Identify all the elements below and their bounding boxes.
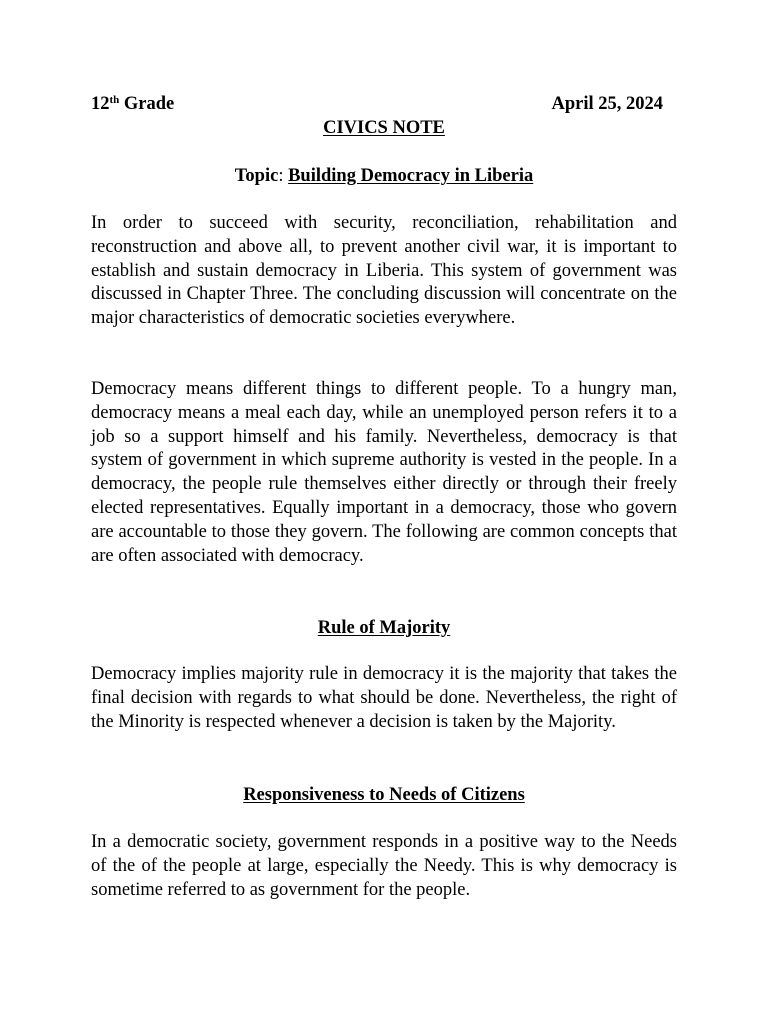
grade-suffix: th: [109, 94, 120, 106]
grade-word: Grade: [119, 94, 175, 114]
topic-separator: :: [278, 166, 289, 186]
heading-rule-of-majority-text: Rule of Majority: [317, 618, 451, 638]
topic-label: Topic: [234, 166, 279, 186]
topic-text: Building Democracy in Liberia: [288, 166, 534, 186]
paragraph-responsiveness: In a democratic society, government responds in a positive way to the Needs of the of the people at large, especially the Needy. This is why democracy is sometime referred to as government for the people.: [91, 832, 677, 900]
paragraph-democracy-meaning: Democracy means different things to different people. To a hungry man, democracy means a meal each day, while an unemployed person refers it to a job so a support himself and his family. Nevertheless, democracy is that system of government in which supreme authority is vested in the people. In a democracy, the people rule themselves either directly or through their freely elected representatives. Equally important in a democracy, those who govern are accountable to those they govern. The following are common concepts that are often associated with democracy.: [91, 379, 677, 566]
document-title: [91, 118, 677, 139]
paragraph-majority-rule: Democracy implies majority rule in democracy it is the majority that takes the final decision with regards to what should be done. Nevertheless, the right of the Minority is respected whenever a decision is taken by the Majority.: [91, 664, 677, 732]
grade-label: [91, 94, 174, 115]
heading-rule-of-majority: [91, 618, 677, 639]
heading-responsiveness: [91, 785, 677, 806]
document-date: April 25, 2024: [551, 94, 663, 114]
grade-number: 12: [91, 94, 110, 114]
document-title-text: CIVICS NOTE: [323, 118, 445, 138]
paragraph-intro: In order to succeed with security, reconciliation, rehabilitation and reconstruction and above all, to prevent another civil war, it is important to establish and sustain democracy in Liberia. This system of government was discussed in Chapter Three. The concluding discussion will concentrate on the major characteristics of democratic societies everywhere.: [91, 213, 677, 329]
heading-responsiveness-text: Responsiveness to Needs of Citizens: [243, 785, 525, 805]
document-header: [91, 94, 677, 118]
topic-line: [91, 166, 677, 187]
